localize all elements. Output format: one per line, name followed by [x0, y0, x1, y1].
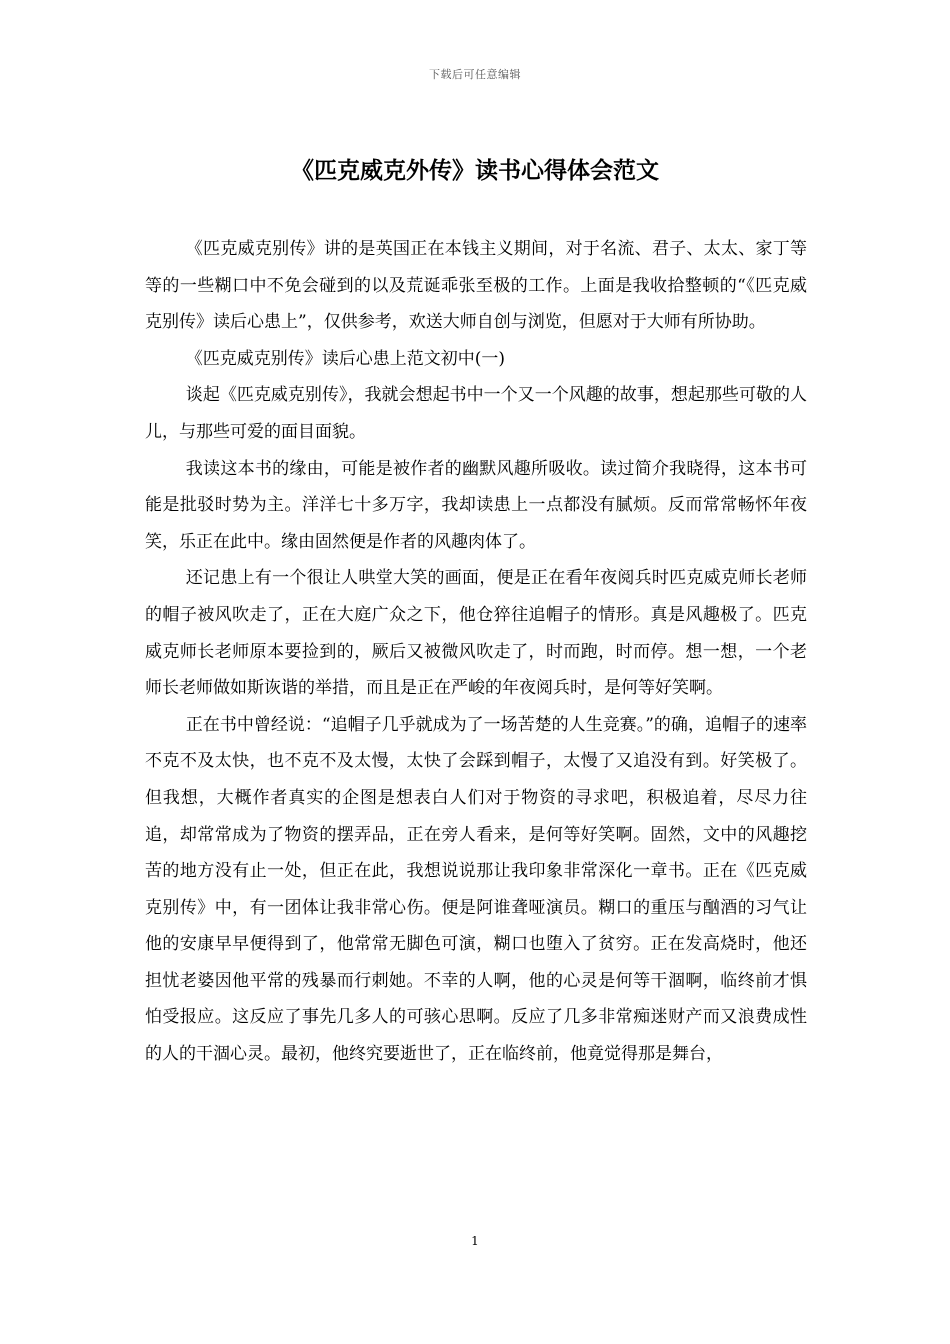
- page-number: 1: [471, 1234, 479, 1248]
- paragraph-intro: 《匹克威克别传》讲的是英国正在本钱主义期间，对于名流、君子、太太、家丁等等的一些糊口中不免会碰到的以及荒诞乖张至极的工作。上面是我收拾整顿的“《匹克威克别传》读后心患上”，仅供参考，欢送大师自创与浏览，但愿对于大师有所协助。: [145, 239, 807, 333]
- paragraph: 正在书中曾经说：“追帽子几乎就成为了一场苦楚的人生竞赛。”的确，追帽子的速率不克不及太快，也不克不及太慢，太快了会踩到帽子，太慢了又追没有到。好笑极了。但我想，大概作者真实的企图是想表白人们对于物资的寻求吧，积极追着，尽尽力往追，却常常成为了物资的摆弄品，正在旁人看来，是何等好笑啊。固然，文中的风趣挖苦的地方没有止一处，但正在此，我想说说那让我印象非常深化一章书。正在《匹克威克别传》中，有一团体让我非常心伤。便是阿谁聋哑演员。糊口的重压与酗酒的习气让他的安康早早便得到了，他常常无脚色可演，糊口也堕入了贫穷。正在发高烧时，他还担忧老婆因他平常的残暴而行刺她。不幸的人啊，他的心灵是何等干涸啊，临终前才惧怕受报应。这反应了事先几多人的可骇心思啊。反应了几多非常痴迷财产而又浪费成性的人的干涸心灵。最初，他终究要逝世了，正在临终前，他竟觉得那是舞台，: [145, 714, 807, 1065]
- body-text: [145, 231, 807, 1073]
- paragraph: 谈起《匹克威克别传》，我就会想起书中一个又一个风趣的故事，想起那些可敬的人儿，与那些可爱的面目面貌。: [145, 385, 807, 442]
- paragraph-section-heading: 《匹克威克别传》读后心患上范文初中(一): [185, 348, 506, 369]
- paragraph: 我读这本书的缘由，可能是被作者的幽默风趣所吸收。读过简介我晓得，这本书可能是批驳时势为主。洋洋七十多万字，我却读患上一点都没有腻烦。反而常常畅怀年夜笑，乐正在此中。缘由固然便是作者的风趣肉体了。: [145, 458, 807, 552]
- header-note: 下载后可任意编辑: [429, 68, 521, 81]
- document-title: 《匹克威克外传》读书心得体会范文: [291, 157, 659, 184]
- paragraph: 还记患上有一个很让人哄堂大笑的画面，便是正在看年夜阅兵时匹克威克师长老师的帽子被风吹走了，正在大庭广众之下，他仓猝往追帽子的情形。真是风趣极了。匹克威克师长老师原本要捡到的，厥后又被微风吹走了，时而跑，时而停。想一想，一个老师长老师做如斯诙谐的举措，而且是正在严峻的年夜阅兵时，是何等好笑啊。: [145, 568, 807, 699]
